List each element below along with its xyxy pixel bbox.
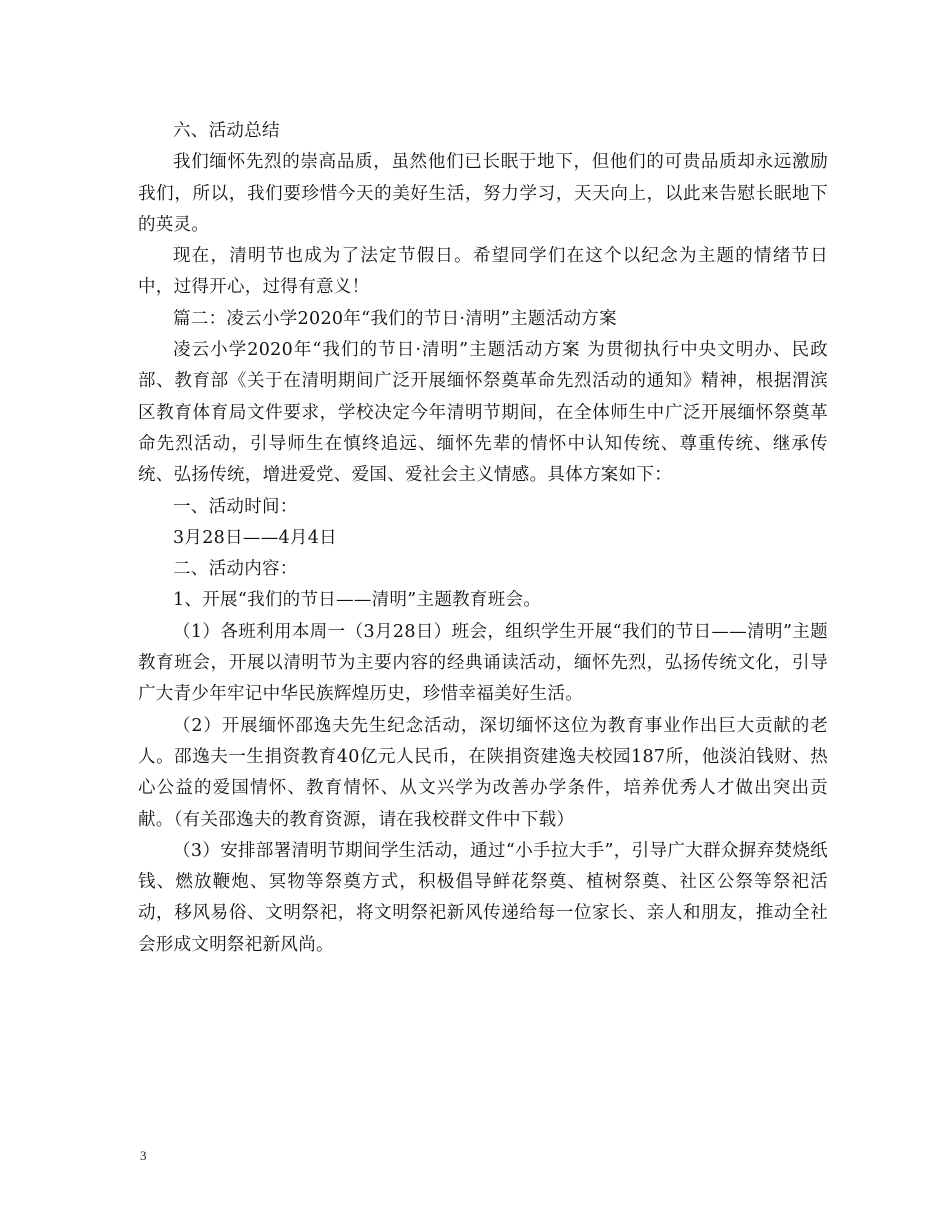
heading-activity-content: 二、活动内容： xyxy=(173,559,298,580)
page-number: 3 xyxy=(140,1148,147,1163)
heading-activity-summary: 六、活动总结 xyxy=(173,121,280,141)
document-body xyxy=(138,116,828,961)
list-item: （2）开展缅怀邵逸夫先生纪念活动，深切缅怀这位为教育事业作出巨大贡献的老人。邵逸夫一生捐资教育40亿元人民币，在陕捐资建逸夫校园187所，他淡泊钱财、热心公益的爱国情怀、教育情怀、从文兴学为改善办学条件，培养优秀人才做出突出贡献。（有关邵逸夫的教育资源，请在我校群文件中下载） xyxy=(138,715,828,830)
heading-activity-time: 一、活动时间： xyxy=(173,496,298,517)
paragraph: 凌云小学2020年“我们的节日·清明”主题活动方案 为贯彻执行中央文明办、民政部、教育部《关于在清明期间广泛开展缅怀祭奠革命先烈活动的通知》精神，根据渭滨区教育体育局文件要求，学校决定今年清明节期间，在全体师生中广泛开展缅怀祭奠革命先烈活动，引导师生在慎终追远、缅怀先辈的情怀中认知传统、尊重传统、继承传统、弘扬传统，增进爱党、爱国、爱社会主义情感。具体方案如下： xyxy=(138,340,828,486)
list-item: （3）安排部署清明节期间学生活动，通过“小手拉大手”，引导广大群众摒弃焚烧纸钱、燃放鞭炮、冥物等祭奠方式，积极倡导鲜花祭奠、植树祭奠、社区公祭等祭祀活动，移风易俗、文明祭祀，将文明祭祀新风传递给每一位家长、亲人和朋友，推动全社会形成文明祭祀新风尚。 xyxy=(138,840,828,955)
list-item: 1、开展“我们的节日——清明”主题教育班会。 xyxy=(173,590,542,611)
section-title: 篇二：凌云小学2020年“我们的节日·清明”主题活动方案 xyxy=(173,308,617,329)
activity-date-range: 3月28日——4月4日 xyxy=(173,527,337,548)
paragraph: 现在，清明节也成为了法定节假日。希望同学们在这个以纪念为主题的情绪节日中，过得开心，过得有意义！ xyxy=(138,246,828,298)
paragraph: 我们缅怀先烈的崇高品质，虽然他们已长眠于地下，但他们的可贵品质却永远激励我们，所以，我们要珍惜今天的美好生活，努力学习，天天向上，以此来告慰长眠地下的英灵。 xyxy=(138,152,828,235)
list-item: （1）各班利用本周一（3月28日）班会，组织学生开展“我们的节日——清明”主题教育班会，开展以清明节为主要内容的经典诵读活动，缅怀先烈，弘扬传统文化，引导广大青少年牢记中华民族辉煌历史，珍惜幸福美好生活。 xyxy=(138,621,828,705)
